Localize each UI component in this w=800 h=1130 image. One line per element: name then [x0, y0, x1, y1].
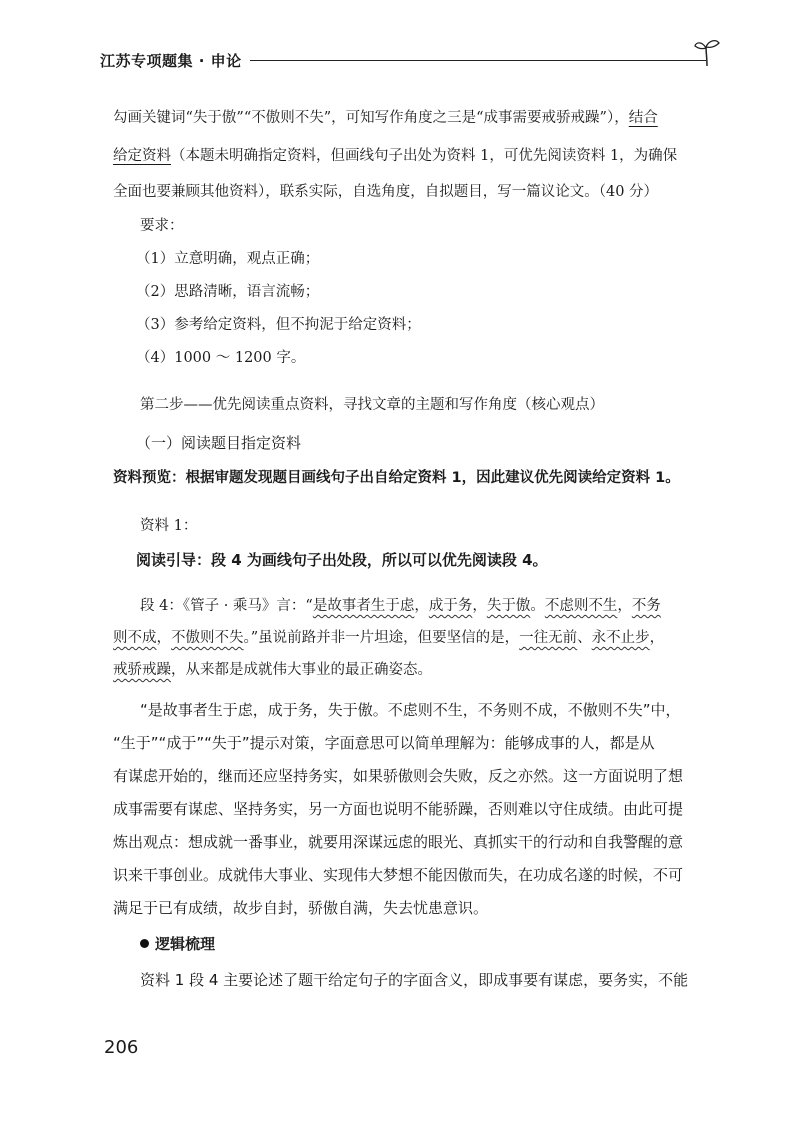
wavy-underlined-phrase: 成于务: [428, 598, 473, 614]
task-underlined-material: 给定资料: [113, 148, 171, 164]
bullet-dot-icon: [140, 939, 149, 948]
task-underlined-jiehe: 结合: [628, 110, 658, 126]
step2-title: 第二步——优先阅读重点资料，寻找文章的主题和写作角度（核心观点）: [140, 397, 604, 413]
wavy-underlined-phrase: 不务: [631, 598, 661, 614]
running-header: [100, 38, 720, 78]
requirement-item: （1）立意明确，观点正确；: [136, 251, 320, 267]
analysis-line: 识来干事创业。成就伟大事业、实现伟大梦想不能因傲而失，在功成名遂的时候，不可: [113, 866, 684, 884]
logic-heading: 逻辑梳理: [140, 934, 740, 954]
wavy-underlined-phrase: 则不成: [113, 630, 157, 646]
para4-line-2: 则不成，不傲则不失。”虽说前路并非一片坦途，但要坚信的是，一往无前、永不止步，: [113, 630, 665, 646]
wavy-underlined-phrase: 不傲则不失: [171, 630, 244, 646]
wavy-underlined-phrase: 是故事者生于虑: [312, 598, 415, 614]
header-title: 江苏专项题集 · 申论: [100, 52, 242, 70]
analysis-line: 有谋虑开始的，继而还应坚持务实，如果骄傲则会失败，反之亦然。这一方面说明了想: [113, 767, 684, 785]
analysis-line: 成事需要有谋虑、坚持务实，另一方面也说明不能骄躁，否则难以守住成绩。由此可提: [113, 800, 684, 818]
requirement-item: （4）1000 ～ 1200 字。: [136, 350, 306, 366]
step2-subheading: （一）阅读题目指定资料: [136, 434, 302, 452]
logic-line: 资料 1 段 4 主要论述了题干给定句子的字面含义，即成事要有谋虑，要务实，不能: [140, 971, 689, 989]
analysis-line: 满足于已有成绩，故步自封，骄傲自满，失去忧患意识。: [113, 899, 489, 917]
task-line-3: 全面也要兼顾其他资料），联系实际，自选角度，自拟题目，写一篇议论文。（40 分）: [113, 184, 659, 200]
material-preview: 资料预览：根据审题发现题目画线句子出自给定资料 1，因此建议优先阅读给定资料 1。: [113, 470, 680, 486]
material-label: 资料 1：: [140, 518, 198, 534]
requirements-heading: 要求：: [140, 218, 184, 234]
task-line-1: 勾画关键词“失于傲”“不傲则不失”，可知写作角度之三是“成事需要戒骄戒躁”），结合: [113, 110, 658, 126]
requirement-item: （2）思路清晰，语言流畅；: [136, 284, 320, 300]
para4-line-3: 戒骄戒躁，从来都是成就伟大事业的最正确姿态。: [113, 662, 432, 678]
reading-guide: 阅读引导：段 4 为画线句子出处段，所以可以优先阅读段 4。: [136, 551, 548, 569]
wavy-underlined-phrase: 失于傲: [486, 598, 531, 614]
requirement-item: （3）参考给定资料，但不拘泥于给定资料；: [136, 317, 421, 333]
task-line-2: 给定资料（本题未明确指定资料，但画线句子出处为资料 1，可优先阅读资料 1，为确保: [113, 148, 678, 164]
analysis-line: “是故事者生于虑，成于务，失于傲。不虑则不生，不务则不成，不傲则不失”中，: [140, 701, 681, 719]
wavy-underlined-phrase: 不虑则不生: [544, 598, 618, 614]
sprout-icon: [694, 38, 720, 68]
wavy-underlined-phrase: 永不止步: [591, 630, 650, 646]
para4-line-1: 段 4：《管子 · 乘马》言：“是故事者生于虑，成于务，失于傲。不虑则不生，不务: [140, 598, 661, 614]
wavy-underlined-phrase: 一往无前: [519, 630, 578, 646]
header-rule: [250, 60, 706, 61]
analysis-line: “生于”“成于”“失于”提示对策，字面意思可以简单理解为：能够成事的人，都是从: [113, 734, 655, 752]
page-number: 206: [104, 1037, 139, 1058]
analysis-line: 炼出观点：想成就一番事业，就要用深谋远虑的眼光、真抓实干的行动和自我警醒的意: [113, 833, 684, 851]
wavy-underlined-phrase: 戒骄戒躁: [113, 662, 171, 678]
